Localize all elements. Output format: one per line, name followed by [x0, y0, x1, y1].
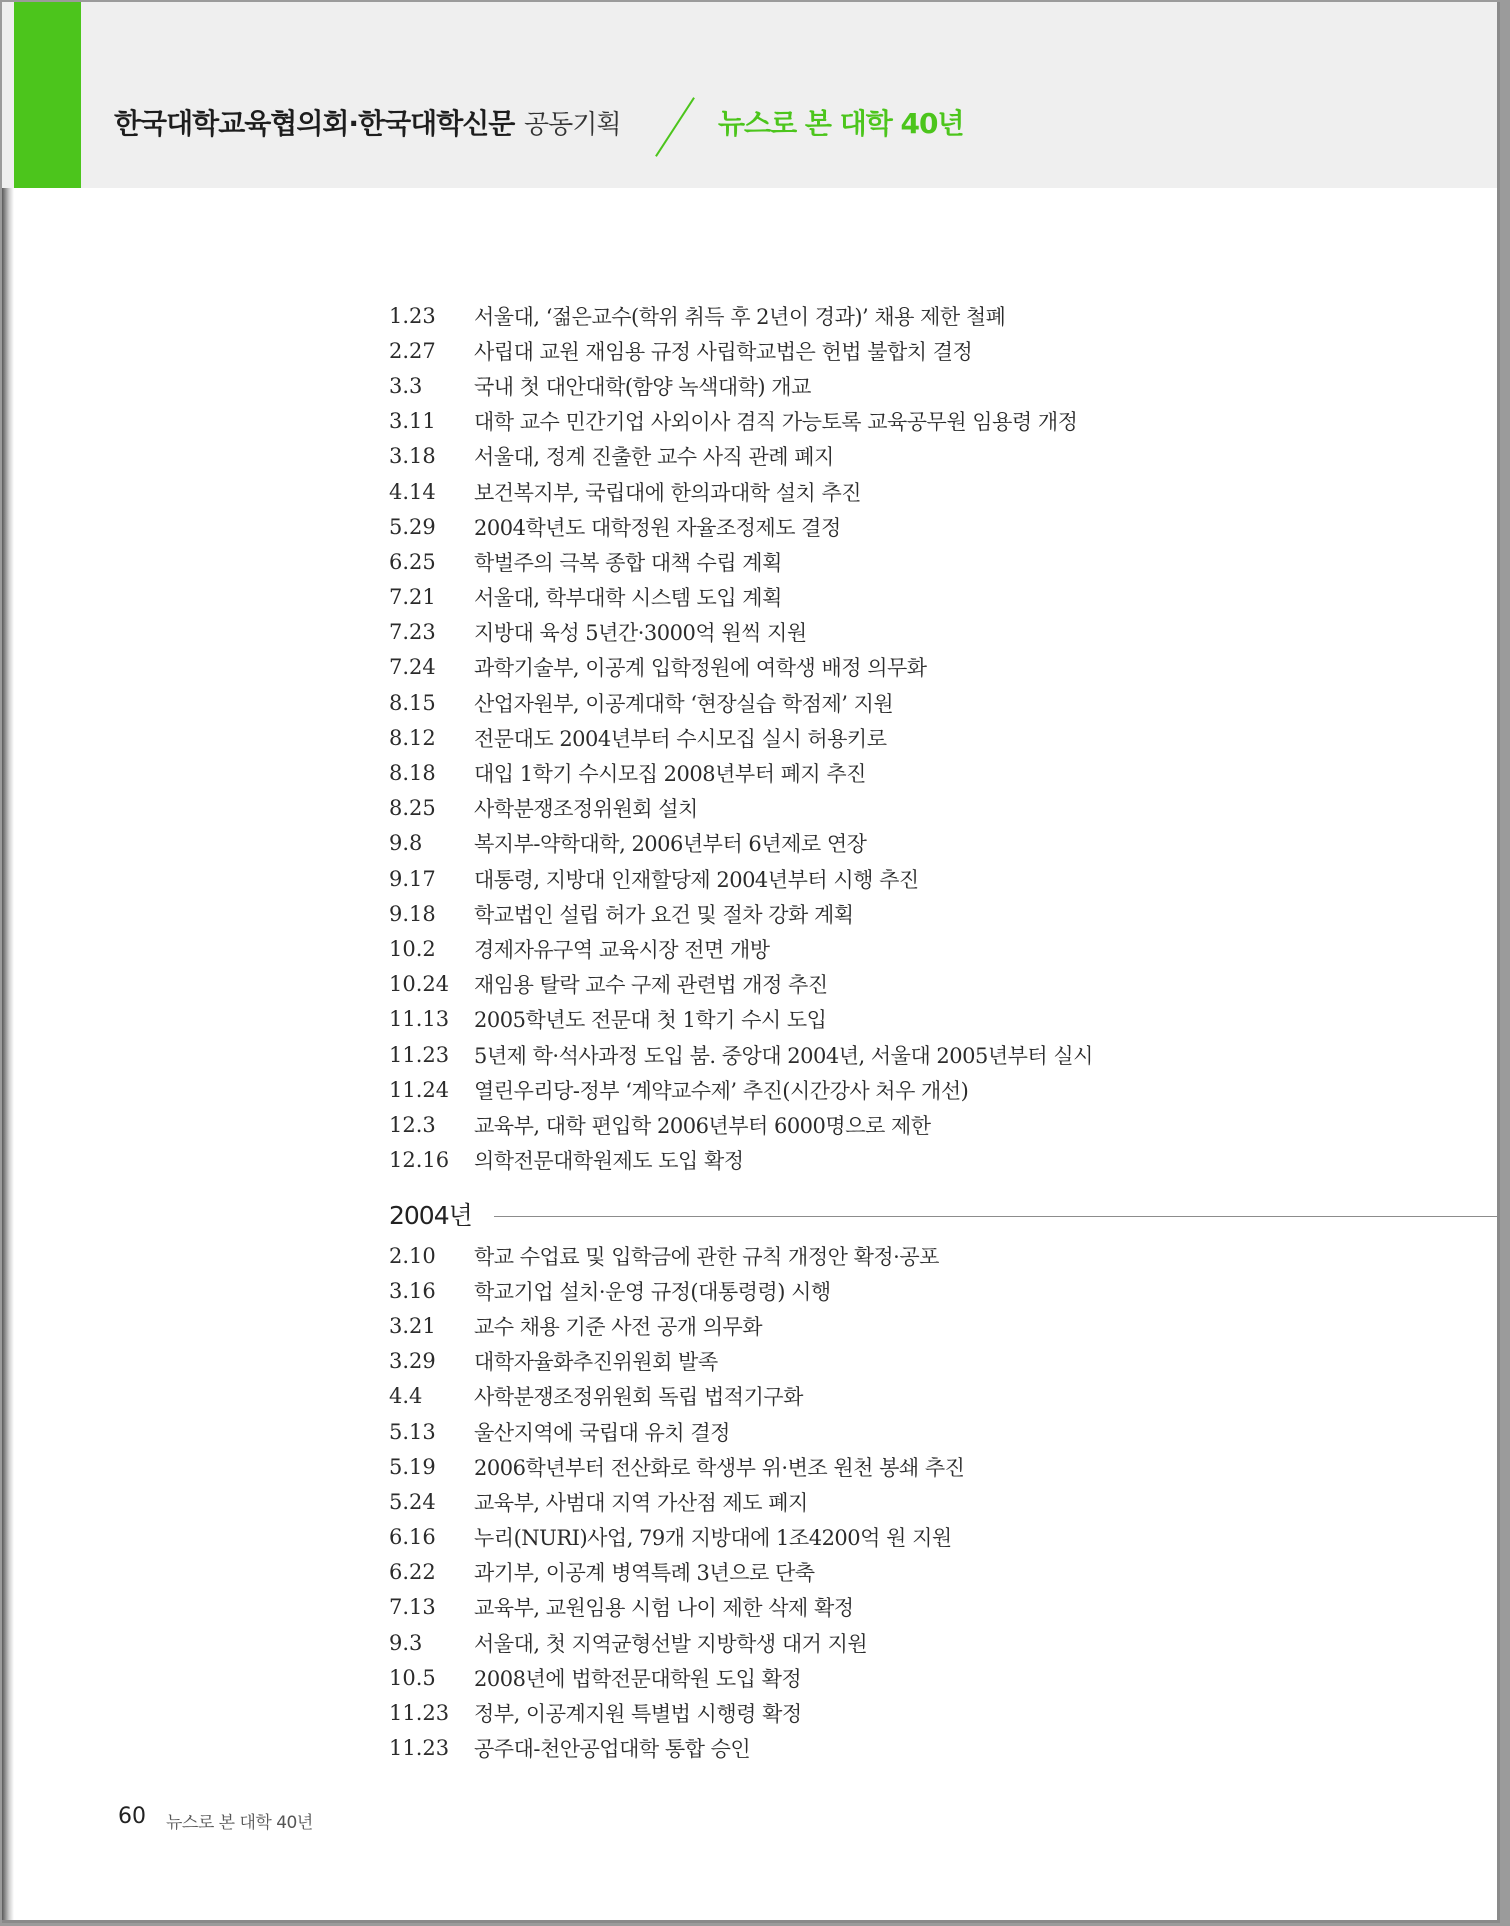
timeline-entry [389, 1238, 964, 1273]
entry-date: 10.24 [389, 972, 450, 997]
timeline-entry [389, 1449, 964, 1484]
entry-date: 7.21 [389, 585, 436, 610]
timeline-entry [389, 1555, 964, 1590]
entry-text: 과학기술부, 이공계 입학정원에 여학생 배정 의무화 [474, 656, 927, 681]
timeline-entry [389, 1308, 964, 1343]
entry-text: 교육부, 교원임용 시험 나이 제한 삭제 확정 [474, 1596, 854, 1621]
entry-date: 7.13 [389, 1595, 436, 1620]
entry-text: 서울대, 첫 지역균형선발 지방학생 대거 지원 [474, 1631, 868, 1656]
timeline-list-2003 [389, 298, 1093, 1178]
timeline-entry [389, 544, 1093, 579]
entry-date: 3.21 [389, 1313, 436, 1338]
entry-date: 9.17 [389, 866, 436, 891]
timeline-entry [389, 1414, 964, 1449]
entry-date: 11.23 [389, 1701, 450, 1726]
entry-text: 울산지역에 국립대 유치 결정 [474, 1420, 730, 1445]
timeline-entry [389, 1143, 1093, 1178]
entry-text: 경제자유구역 교육시장 전면 개방 [474, 937, 770, 962]
timeline-entry [389, 1037, 1093, 1072]
timeline-entry [389, 509, 1093, 544]
timeline-entry [389, 1107, 1093, 1142]
entry-text: 대입 1학기 수시모집 2008년부터 폐지 추진 [474, 762, 866, 787]
timeline-entry [389, 1484, 964, 1519]
entry-text: 서울대, 정계 진출한 교수 사직 관례 폐지 [474, 445, 834, 470]
entry-text: 5년제 학·석사과정 도입 붐. 중앙대 2004년, 서울대 2005년부터 실시 [474, 1043, 1093, 1068]
entry-text: 학교 수업료 및 입학금에 관한 규칙 개정안 확정·공포 [474, 1244, 939, 1269]
entry-date: 8.15 [389, 690, 436, 715]
entry-text: 학교법인 설립 허가 요건 및 절차 강화 계획 [474, 902, 854, 927]
entry-date: 3.18 [389, 444, 436, 469]
entry-text: 2004학년도 대학정원 자율조정제도 결정 [474, 515, 841, 540]
entry-date: 6.25 [389, 549, 436, 574]
timeline-entry [389, 791, 1093, 826]
header-accent-tab [14, 2, 81, 188]
entry-text: 산업자원부, 이공계대학 ‘현장실습 학점제’ 지원 [474, 691, 894, 716]
entry-text: 전문대도 2004년부터 수시모집 실시 허용키로 [474, 726, 887, 751]
timeline-entry [389, 1344, 964, 1379]
timeline-entry [389, 1625, 964, 1660]
timeline-entry [389, 1002, 1093, 1037]
entry-text: 대통령, 지방대 인재할당제 2004년부터 시행 추진 [474, 867, 919, 892]
entry-date: 3.29 [389, 1349, 436, 1374]
entry-date: 3.11 [389, 409, 436, 434]
timeline-entry [389, 896, 1093, 931]
entry-text: 교육부, 사범대 지역 가산점 제도 폐지 [474, 1490, 808, 1515]
timeline-entry [389, 861, 1093, 896]
entry-text: 공주대-천안공업대학 통합 승인 [474, 1737, 751, 1762]
entry-text: 2006학년부터 전산화로 학생부 위·변조 원천 봉쇄 추진 [474, 1455, 965, 1480]
timeline-entry [389, 685, 1093, 720]
timeline-entry [389, 755, 1093, 790]
entry-date: 5.29 [389, 514, 436, 539]
entry-text: 국내 첫 대안대학(함양 녹색대학) 개교 [474, 374, 811, 399]
entry-date: 5.19 [389, 1454, 436, 1479]
entry-date: 1.23 [389, 303, 436, 328]
entry-text: 학벌주의 극복 종합 대책 수립 계획 [474, 550, 782, 575]
header-series-title: 뉴스로 본 대학 40년 [718, 107, 964, 140]
entry-date: 11.23 [389, 1736, 450, 1761]
footer-title: 뉴스로 본 대학 40년 [166, 1813, 313, 1833]
entry-text: 재임용 탈락 교수 구제 관련법 개정 추진 [474, 973, 828, 998]
magazine-page [2, 2, 1500, 1923]
timeline-list-2004 [389, 1238, 964, 1766]
entry-date: 5.13 [389, 1419, 436, 1444]
timeline-entry [389, 333, 1093, 368]
entry-text: 사립대 교원 재임용 규정 사립학교법은 헌법 불합치 결정 [474, 339, 973, 364]
entry-text: 열린우리당-정부 ‘계약교수제’ 추진(시간강사 처우 개선) [474, 1078, 969, 1103]
entry-date: 6.16 [389, 1525, 436, 1550]
timeline-entry [389, 439, 1093, 474]
timeline-entry [389, 580, 1093, 615]
timeline-entry [389, 615, 1093, 650]
entry-date: 3.16 [389, 1278, 436, 1303]
timeline-entry [389, 1590, 964, 1625]
entry-date: 9.8 [389, 831, 423, 856]
entry-date: 12.3 [389, 1112, 436, 1137]
entry-date: 11.23 [389, 1042, 450, 1067]
entry-text: 교육부, 대학 편입학 2006년부터 6000명으로 제한 [474, 1113, 931, 1138]
entry-date: 3.3 [389, 373, 423, 398]
entry-text: 대학자율화추진위원회 발족 [474, 1350, 718, 1375]
entry-date: 8.12 [389, 725, 436, 750]
entry-date: 4.4 [389, 1384, 423, 1409]
entry-text: 지방대 육성 5년간·3000억 원씩 지원 [474, 621, 807, 646]
entry-text: 보건복지부, 국립대에 한의과대학 설치 추진 [474, 480, 862, 505]
entry-date: 8.25 [389, 796, 436, 821]
page-number: 60 [118, 1804, 146, 1829]
timeline-entry [389, 298, 1093, 333]
entry-date: 9.18 [389, 901, 436, 926]
entry-text: 사학분쟁조정위원회 설치 [474, 797, 698, 822]
entry-date: 7.23 [389, 620, 436, 645]
entry-text: 누리(NURI)사업, 79개 지방대에 1조4200억 원 지원 [474, 1526, 952, 1551]
timeline-entry [389, 826, 1093, 861]
entry-date: 2.27 [389, 338, 436, 363]
entry-date: 12.16 [389, 1148, 450, 1173]
timeline-entry [389, 1379, 964, 1414]
page-header [2, 2, 1497, 188]
entry-text: 학교기업 설치·운영 규정(대통령령) 시행 [474, 1279, 831, 1304]
entry-text: 정부, 이공계지원 특별법 시행령 확정 [474, 1702, 802, 1727]
timeline-entry [389, 474, 1093, 509]
header-title: 한국대학교육협의회·한국대학신문 [114, 107, 515, 140]
entry-text: 2008년에 법학전문대학원 도입 확정 [474, 1666, 802, 1691]
entry-text: 교수 채용 기준 사전 공개 의무화 [474, 1314, 763, 1339]
entry-text: 2005학년도 전문대 첫 1학기 수시 도입 [474, 1008, 827, 1033]
entry-text: 대학 교수 민간기업 사외이사 겸직 가능토록 교육공무원 임용령 개정 [474, 410, 1078, 435]
timeline-entry [389, 1273, 964, 1308]
entry-date: 10.5 [389, 1665, 436, 1690]
entry-text: 과기부, 이공계 병역특례 3년으로 단축 [474, 1561, 815, 1586]
timeline-entry [389, 1520, 964, 1555]
entry-date: 2.10 [389, 1243, 436, 1268]
entry-date: 5.24 [389, 1489, 436, 1514]
entry-date: 9.3 [389, 1630, 423, 1655]
timeline-entry [389, 1660, 964, 1695]
entry-date: 11.13 [389, 1007, 450, 1032]
timeline-entry [389, 1731, 964, 1766]
entry-text: 복지부-약학대학, 2006년부터 6년제로 연장 [474, 832, 867, 857]
entry-date: 7.24 [389, 655, 436, 680]
header-divider-slash [655, 97, 695, 157]
entry-text: 사학분쟁조정위원회 독립 법적기구화 [474, 1385, 803, 1410]
year-divider-rule [494, 1216, 1497, 1217]
header-title-suffix: 공동기획 [524, 110, 621, 140]
entry-date: 6.22 [389, 1560, 436, 1585]
entry-text: 의학전문대학원제도 도입 확정 [474, 1149, 744, 1174]
entry-text: 서울대, 학부대학 시스템 도입 계획 [474, 586, 782, 611]
entry-text: 서울대, ‘젊은교수(학위 취득 후 2년이 경과)’ 채용 제한 철폐 [474, 304, 1006, 329]
timeline-entry [389, 720, 1093, 755]
entry-date: 11.24 [389, 1077, 450, 1102]
timeline-entry [389, 931, 1093, 966]
year-heading-2004: 2004년 [389, 1201, 472, 1230]
entry-date: 10.2 [389, 936, 436, 961]
timeline-entry [389, 650, 1093, 685]
timeline-entry [389, 1695, 964, 1730]
timeline-entry [389, 1072, 1093, 1107]
timeline-entry [389, 404, 1093, 439]
timeline-entry [389, 967, 1093, 1002]
timeline-entry [389, 368, 1093, 403]
page-spine-shadow [2, 2, 14, 1920]
entry-date: 4.14 [389, 479, 436, 504]
entry-date: 8.18 [389, 761, 436, 786]
